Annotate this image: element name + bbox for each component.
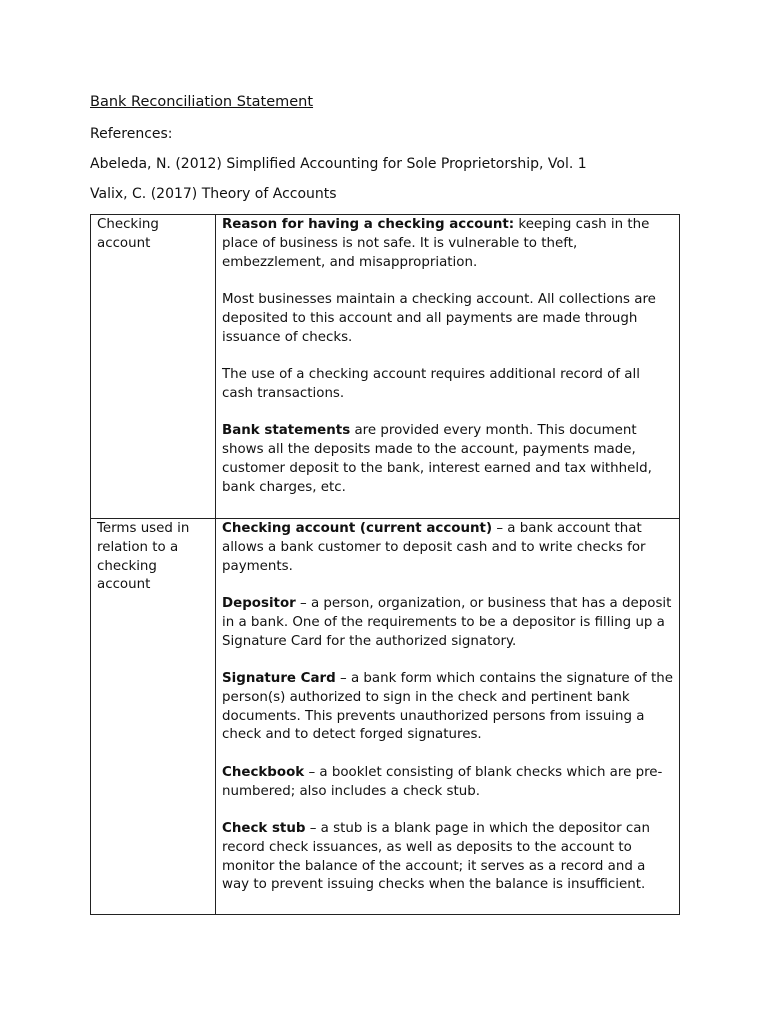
term-definition: keeping cash in the place of business is not safe. It is vulnerable to theft, embezzlement, and misappropriation.	[222, 217, 650, 270]
term-name: Signature Card	[222, 670, 336, 686]
paragraph-text: The use of a checking account requires additional record of all cash transactions.	[222, 366, 640, 401]
paragraph	[222, 366, 673, 404]
paragraph	[222, 291, 673, 347]
reference-item: Abeleda, N. (2012) Simplified Accounting for Sole Proprietorship, Vol. 1	[90, 156, 587, 172]
checking-account-table	[90, 214, 680, 915]
term-name: Depositor	[222, 595, 296, 611]
paragraph	[222, 216, 673, 272]
term-definition: – a booklet consisting of blank checks which are pre-numbered; also includes a check stub.	[222, 764, 663, 799]
row-label: Terms used in relation to a checking account	[91, 519, 216, 915]
paragraph	[222, 595, 673, 651]
table-row	[91, 519, 680, 915]
row-content	[216, 215, 680, 519]
table-row	[91, 215, 680, 519]
term-definition: – a bank account that allows a bank customer to deposit cash and to write checks for payments.	[222, 521, 646, 574]
paragraph-text: Most businesses maintain a checking account. All collections are deposited to this account and all payments are made through issuance of checks.	[222, 291, 656, 345]
paragraph	[222, 422, 673, 497]
term-name: Reason for having a checking account:	[222, 217, 515, 232]
term-definition: – a bank form which contains the signature of the person(s) authorized to sign in the check and pertinent bank documents. This prevents unauthorized persons from issuing a check and to detect forged signatures.	[222, 670, 673, 743]
references-label: References:	[90, 126, 173, 142]
paragraph	[222, 520, 673, 576]
row-label: Checking account	[91, 215, 216, 519]
term-name: Check stub	[222, 820, 306, 836]
term-definition: – a stub is a blank page in which the depositor can record check issuances, as well as deposits to the account to monitor the balance of the account; it serves as a record and a way to prevent issuing checks when the balance is insufficient.	[222, 820, 650, 893]
term-name: Checkbook	[222, 764, 305, 780]
paragraph	[222, 820, 673, 895]
term-definition: – a person, organization, or business that has a deposit in a bank. One of the requirements to be a depositor is filling up a Signature Card for the authorized signatory.	[222, 595, 672, 649]
term-name: Bank statements	[222, 423, 351, 439]
document-title: Bank Reconciliation Statement	[90, 94, 314, 110]
term-name: Checking account (current account)	[222, 521, 493, 536]
paragraph	[222, 764, 673, 802]
paragraph	[222, 670, 673, 745]
row-content	[216, 519, 680, 915]
term-definition: are provided every month. This document shows all the deposits made to the account, payments made, customer deposit to the bank, interest earned and tax withheld, bank charges, etc.	[222, 423, 652, 495]
reference-item: Valix, C. (2017) Theory of Accounts	[90, 186, 337, 202]
